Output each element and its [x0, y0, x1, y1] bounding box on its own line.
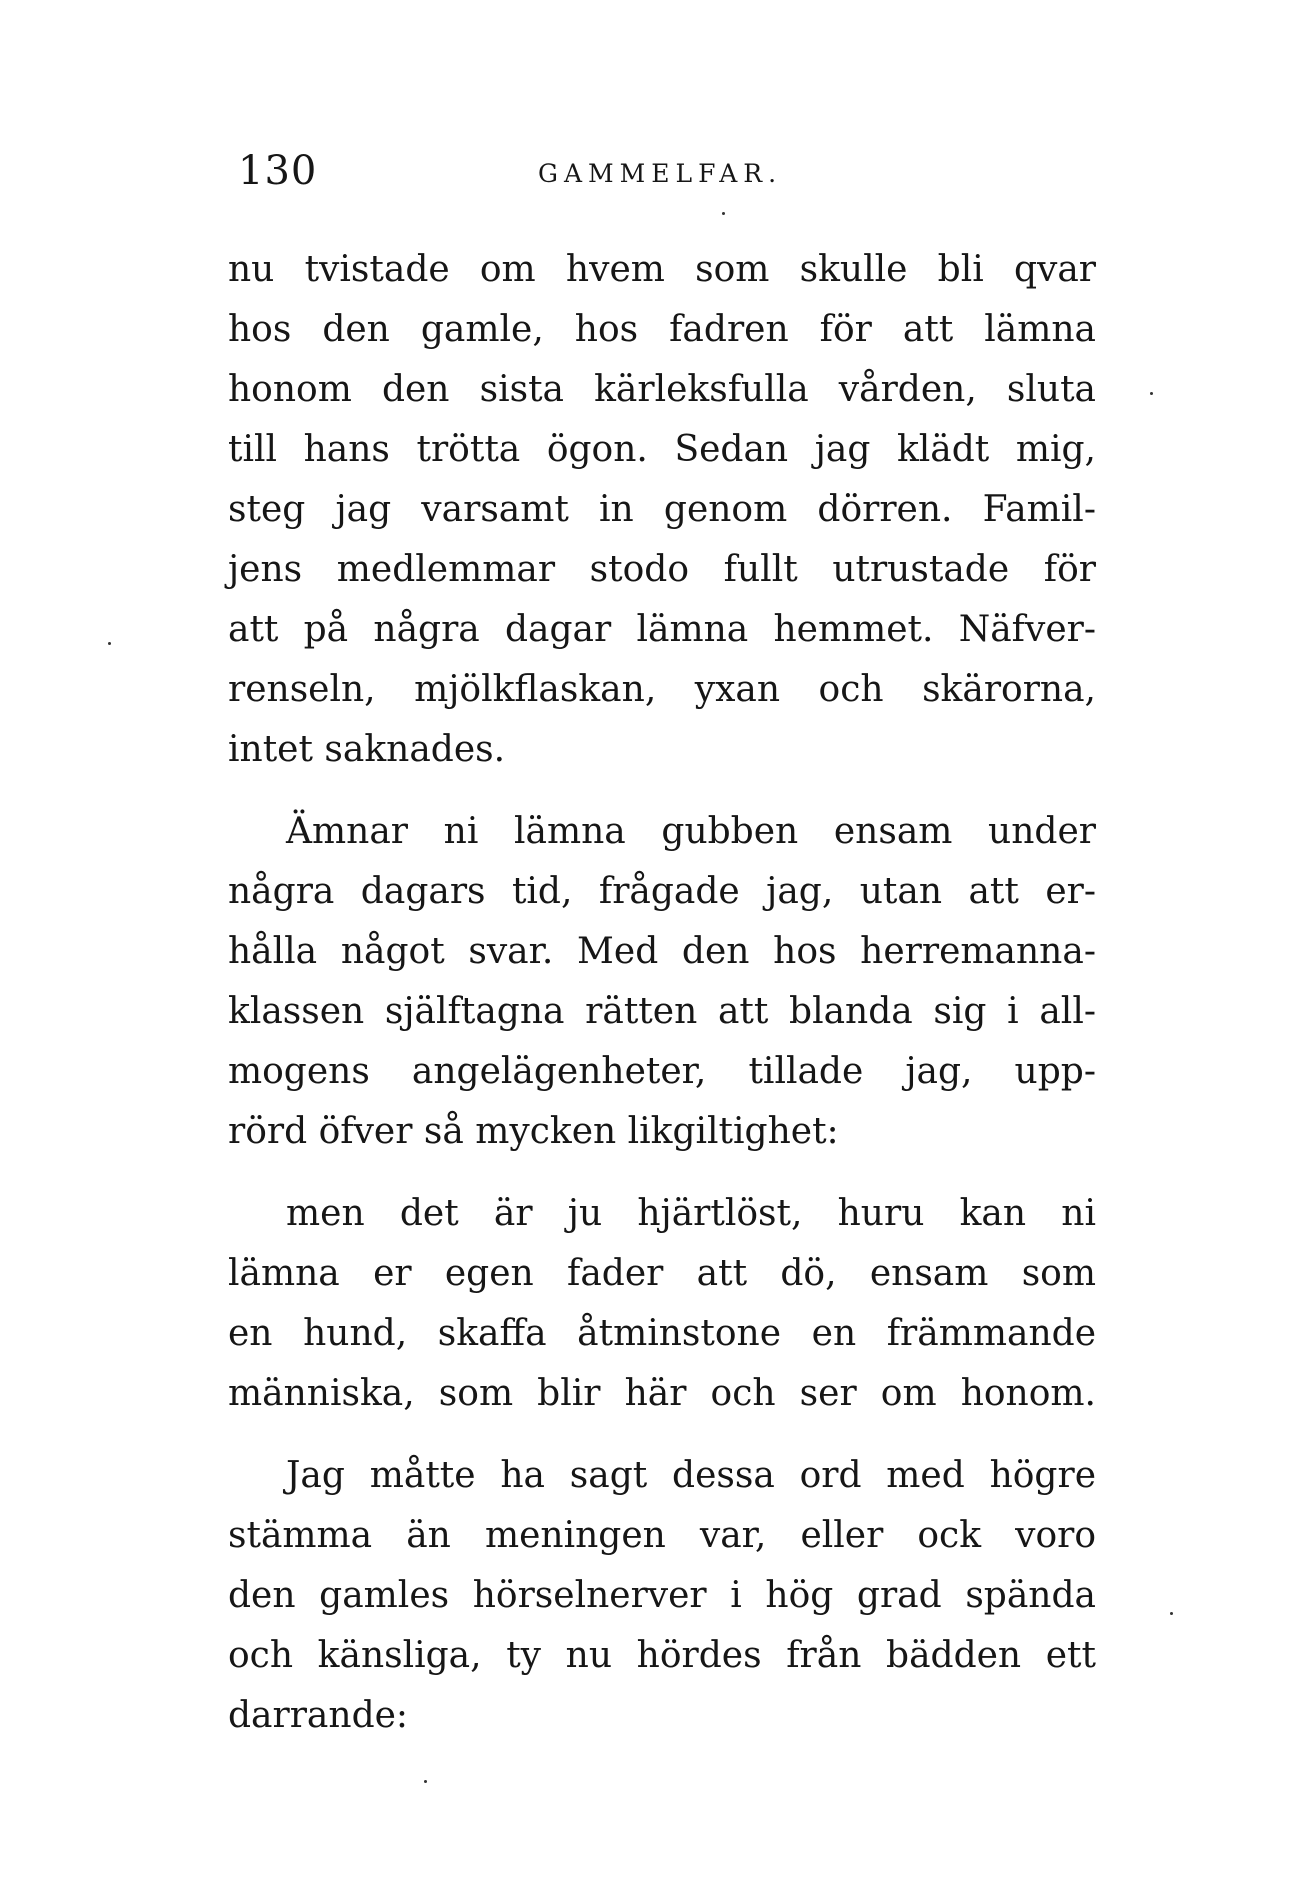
paragraph-4	[228, 1446, 1096, 1746]
text-line: den gamles hörselnerver i hög grad spända	[228, 1575, 1096, 1616]
body-text	[228, 240, 1096, 1746]
text-line: klassen själftagna rätten att blanda sig i all-	[228, 991, 1096, 1032]
text-line: steg jag varsamt in genom dörren. Famil-	[228, 489, 1096, 530]
print-speck	[1150, 392, 1153, 395]
page-number: 130	[238, 148, 318, 194]
text-line: och känsliga, ty nu hördes från bädden ett	[228, 1635, 1096, 1676]
text-line: men det är ju hjärtlöst, huru kan ni	[286, 1193, 1096, 1234]
text-line: att på några dagar lämna hemmet. Näfver-	[228, 609, 1096, 650]
text-line: mogens angelägenheter, tillade jag, upp-	[228, 1051, 1096, 1092]
text-line: några dagars tid, frågade jag, utan att er-	[228, 871, 1096, 912]
text-line: människa, som blir här och ser om honom.	[228, 1373, 1096, 1414]
text-line: renseln, mjölkflaskan, yxan och skärorna,	[228, 669, 1096, 710]
running-head	[238, 146, 1098, 206]
text-line: hos den gamle, hos fadren för att lämna	[228, 309, 1096, 350]
text-line: en hund, skaffa åtminstone en främmande	[228, 1313, 1096, 1354]
text-line: stämma än meningen var, eller ock voro	[228, 1515, 1096, 1556]
page-header-title: GAMMELFAR.	[538, 159, 783, 188]
paragraph-2	[228, 802, 1096, 1162]
text-line: honom den sista kärleksfulla vården, sluta	[228, 369, 1096, 410]
text-line: hålla något svar. Med den hos herremanna-	[228, 931, 1096, 972]
text-line: nu tvistade om hvem som skulle bli qvar	[228, 249, 1096, 290]
text-line: jens medlemmar stodo fullt utrustade för	[228, 549, 1096, 590]
print-speck	[1170, 1612, 1173, 1615]
text-line: rörd öfver så mycken likgiltighet:	[228, 1111, 839, 1152]
text-line: lämna er egen fader att dö, ensam som	[228, 1253, 1096, 1294]
print-speck	[722, 212, 725, 215]
print-speck	[424, 1780, 427, 1783]
text-line: intet saknades.	[228, 729, 506, 770]
text-line: darrande:	[228, 1695, 409, 1736]
text-line: till hans trötta ögon. Sedan jag klädt mig,	[228, 429, 1096, 470]
text-line: Jag måtte ha sagt dessa ord med högre	[286, 1455, 1096, 1496]
paragraph-3	[228, 1184, 1096, 1424]
print-speck	[108, 642, 111, 645]
text-line: Ämnar ni lämna gubben ensam under	[286, 811, 1096, 852]
paragraph-1	[228, 240, 1096, 780]
